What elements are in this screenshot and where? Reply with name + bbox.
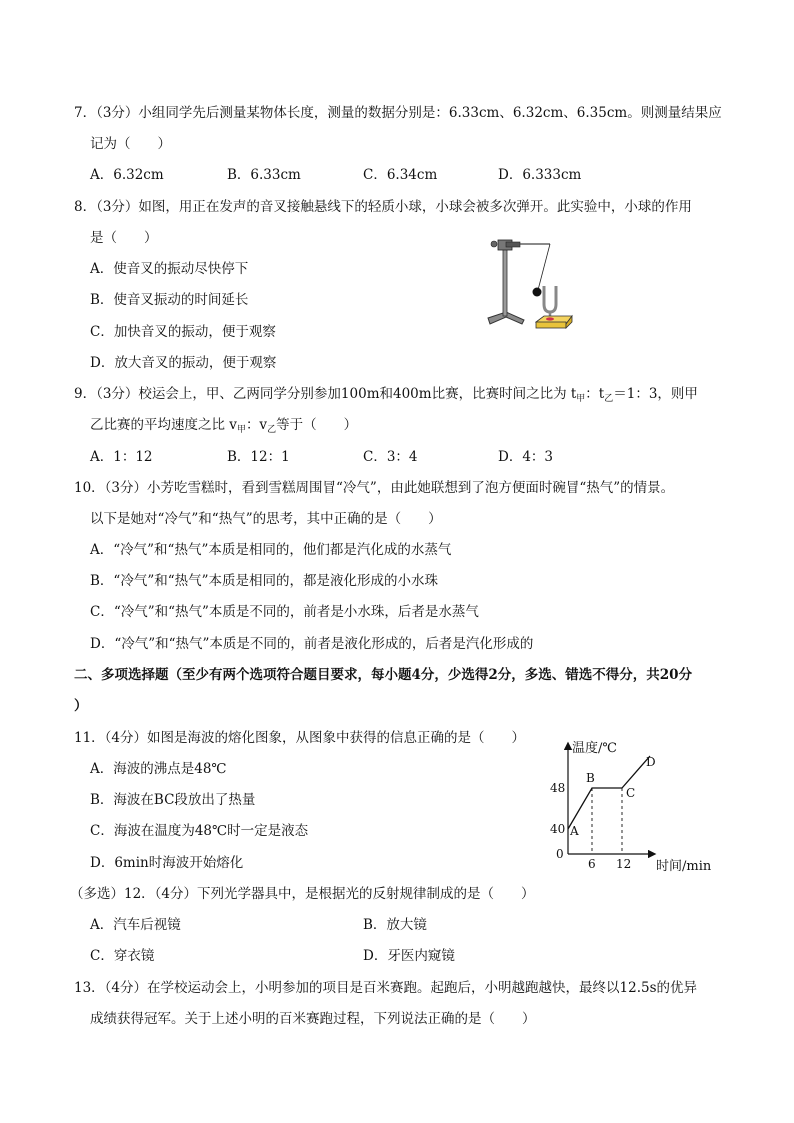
- tuning-fork-figure: [484, 232, 580, 332]
- q9-option-a[interactable]: A．1：12: [90, 449, 153, 465]
- q10-option-b[interactable]: B．“冷气”和“热气”本质是相同的，都是液化形成的小水珠: [90, 573, 439, 589]
- q10-stem-line1: 10．（3分）小芳吃雪糕时，看到雪糕周围冒“冷气”，由此她联想到了泡方便面时碗冒“热气”的情景。: [74, 480, 675, 496]
- q7-option-b[interactable]: B．6.33cm: [227, 167, 301, 183]
- q9-option-d[interactable]: D．4：3: [498, 449, 554, 465]
- q8-option-b[interactable]: B．使音叉振动的时间延长: [90, 292, 249, 308]
- q9-option-c[interactable]: C．3：4: [363, 449, 418, 465]
- q11-option-b[interactable]: B．海波在BC段放出了热量: [90, 792, 256, 808]
- point-label-d: D: [646, 755, 656, 769]
- y-axis-label: 温度/℃: [572, 741, 617, 756]
- q8-option-c[interactable]: C．加快音叉的振动，便于观察: [90, 324, 276, 340]
- section-2-heading: 二、多项选择题（至少有两个选项符合题目要求，每小题4分，少选得2分，多选、错选不得分，共20分: [74, 667, 693, 683]
- x-tick-label-12: 12: [616, 857, 632, 871]
- q7-stem-line1: 7．（3分）小组同学先后测量某物体长度，测量的数据分别是：6.33cm、6.32cm、6.35cm。则测量结果应: [74, 105, 722, 121]
- origin-tick-label: 0: [556, 847, 564, 861]
- y-tick-label-48: 48: [550, 781, 566, 795]
- q12-option-d[interactable]: D．牙医内窥镜: [363, 948, 455, 964]
- q11-stem-line1: 11．（4分）如图是海波的熔化图象，从图象中获得的信息正确的是（ ）: [74, 730, 526, 746]
- section-2-heading-end: ）: [74, 698, 88, 714]
- q13-stem-line2: 成绩获得冠军。关于上述小明的百米赛跑过程，下列说法正确的是（ ）: [90, 1011, 536, 1027]
- q9-stem-line1: 9．（3分）校运会上，甲、乙两同学分别参加100m和400m比赛，比赛时间之比为 $t_甲$：$t_乙=1$：3，则甲: [74, 386, 698, 404]
- x-axis-label: 时间/min: [656, 859, 712, 874]
- q13-stem-line1: 13．（4分）在学校运动会上，小明参加的项目是百米赛跑。起跑后，小明越跑越快，最终以12.5s的优异: [74, 980, 698, 996]
- q9-stem-line2: 乙比赛的平均速度之比 $v_甲$：$v_乙$等于（ ）: [90, 417, 358, 435]
- q11-option-d[interactable]: D．6min时海波开始熔化: [90, 855, 244, 871]
- q7-option-a[interactable]: A．6.32cm: [90, 167, 164, 183]
- q10-stem-line2: 以下是她对“冷气”和“热气”的思考，其中正确的是（ ）: [90, 511, 442, 527]
- q7-stem-line2: 记为（ ）: [90, 136, 171, 152]
- q12-option-a[interactable]: A．汽车后视镜: [90, 917, 181, 933]
- y-tick-label-40: 40: [550, 822, 566, 836]
- point-label-c: C: [626, 786, 636, 800]
- melting-curve: [568, 756, 650, 829]
- q12-option-b[interactable]: B．放大镜: [363, 917, 427, 933]
- point-label-b: B: [586, 771, 595, 785]
- q9-option-b[interactable]: B．12：1: [227, 449, 290, 465]
- q10-option-c[interactable]: C．“冷气”和“热气”本质是不同的，前者是小水珠，后者是水蒸气: [90, 604, 479, 620]
- q8-stem-line2: 是（ ）: [90, 230, 158, 246]
- q10-option-a[interactable]: A．“冷气”和“热气”本质是相同的，他们都是汽化成的水蒸气: [90, 542, 452, 558]
- q7-option-d[interactable]: D．6.333cm: [498, 167, 582, 183]
- q12-stem-line1: （多选）12．（4分）下列光学器具中，是根据光的反射规律制成的是（ ）: [70, 886, 535, 902]
- q11-option-c[interactable]: C．海波在温度为48℃时一定是液态: [90, 823, 309, 839]
- q11-option-a[interactable]: A．海波的沸点是48℃: [90, 761, 227, 777]
- q8-stem-line1: 8．（3分）如图，用正在发声的音叉接触悬线下的轻质小球，小球会被多次弹开。此实验中，小球的作用: [74, 199, 692, 215]
- x-tick-label-6: 6: [588, 857, 596, 871]
- q8-option-a[interactable]: A．使音叉的振动尽快停下: [90, 261, 249, 277]
- q10-option-d[interactable]: D．“冷气”和“热气”本质是不同的，前者是液化形成的，后者是汽化形成的: [90, 636, 534, 652]
- point-label-a: A: [570, 824, 579, 838]
- q8-option-d[interactable]: D．放大音叉的振动，便于观察: [90, 355, 277, 371]
- melting-graph: [536, 734, 722, 876]
- q7-option-c[interactable]: C．6.34cm: [363, 167, 438, 183]
- q12-option-c[interactable]: C．穿衣镜: [90, 948, 155, 964]
